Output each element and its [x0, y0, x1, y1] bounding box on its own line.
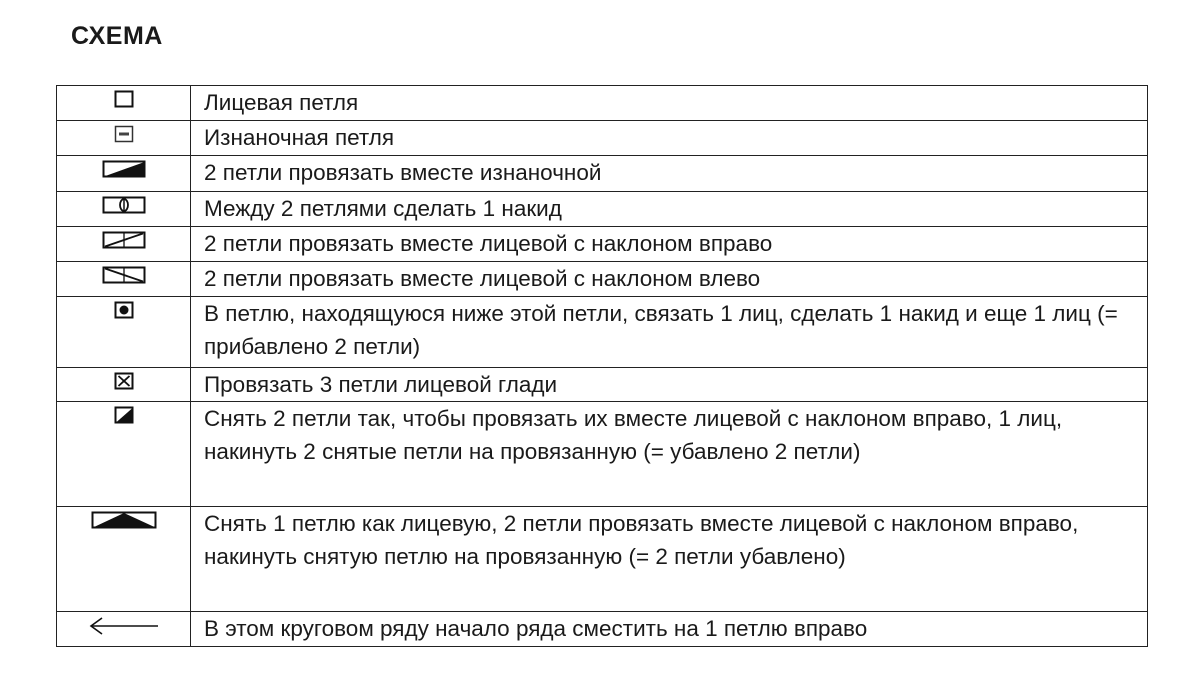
- symbol-cell: [57, 227, 191, 262]
- purl-two-together-icon: [102, 160, 146, 178]
- legend-text: 2 петли провязать вместе изнаночной: [191, 156, 1148, 192]
- centered-decrease-icon: [91, 511, 157, 529]
- legend-text: В этом круговом ряду начало ряда сместить на 1 петлю вправо: [191, 612, 1148, 647]
- symbol-cell: [57, 368, 191, 402]
- legend-table: [56, 85, 1148, 647]
- legend-text: В петлю, находящуюся ниже этой петли, связать 1 лиц, сделать 1 накид и еще 1 лиц (= прибавлено 2 петли): [191, 297, 1148, 368]
- legend-text: Изнаночная петля: [191, 121, 1148, 156]
- legend-text: Лицевая петля: [191, 86, 1148, 121]
- table-row: [57, 368, 1148, 402]
- legend-text: Снять 2 петли так, чтобы провязать их вместе лицевой с наклоном вправо, 1 лиц, накинуть 2 снятые петли на провязанную (= убавлено 2 петли): [191, 402, 1148, 507]
- page-title: СХЕМА: [71, 22, 163, 50]
- yarn-over-between-icon: [102, 196, 146, 214]
- symbol-cell: [57, 297, 191, 368]
- three-stockinette-icon: [114, 372, 134, 390]
- symbol-cell: [57, 612, 191, 647]
- legend-text: Между 2 петлями сделать 1 накид: [191, 192, 1148, 227]
- table-row: [57, 612, 1148, 647]
- knit-two-together-left-icon: [102, 266, 146, 284]
- table-row: [57, 121, 1148, 156]
- decrease-two-right-icon: [114, 406, 134, 424]
- symbol-cell: [57, 86, 191, 121]
- knit-stitch-icon: [114, 90, 134, 108]
- symbol-cell: [57, 507, 191, 612]
- table-row: [57, 227, 1148, 262]
- symbol-cell: [57, 192, 191, 227]
- table-row: [57, 297, 1148, 368]
- legend-text: 2 петли провязать вместе лицевой с наклоном вправо: [191, 227, 1148, 262]
- table-row: [57, 156, 1148, 192]
- legend-text: 2 петли провязать вместе лицевой с наклоном влево: [191, 262, 1148, 297]
- legend-text: Провязать 3 петли лицевой глади: [191, 368, 1148, 402]
- table-row: [57, 86, 1148, 121]
- left-arrow-icon: [88, 615, 160, 637]
- symbol-cell: [57, 121, 191, 156]
- symbol-cell: [57, 156, 191, 192]
- table-row: [57, 262, 1148, 297]
- table-row: [57, 402, 1148, 507]
- symbol-cell: [57, 402, 191, 507]
- table-row: [57, 507, 1148, 612]
- increase-two-icon: [114, 301, 134, 319]
- knit-two-together-right-icon: [102, 231, 146, 249]
- legend-text: Снять 1 петлю как лицевую, 2 петли провязать вместе лицевой с наклоном вправо, накинуть снятую петлю на провязанную (= 2 петли убавлено): [191, 507, 1148, 612]
- symbol-cell: [57, 262, 191, 297]
- table-row: [57, 192, 1148, 227]
- purl-stitch-icon: [114, 125, 134, 143]
